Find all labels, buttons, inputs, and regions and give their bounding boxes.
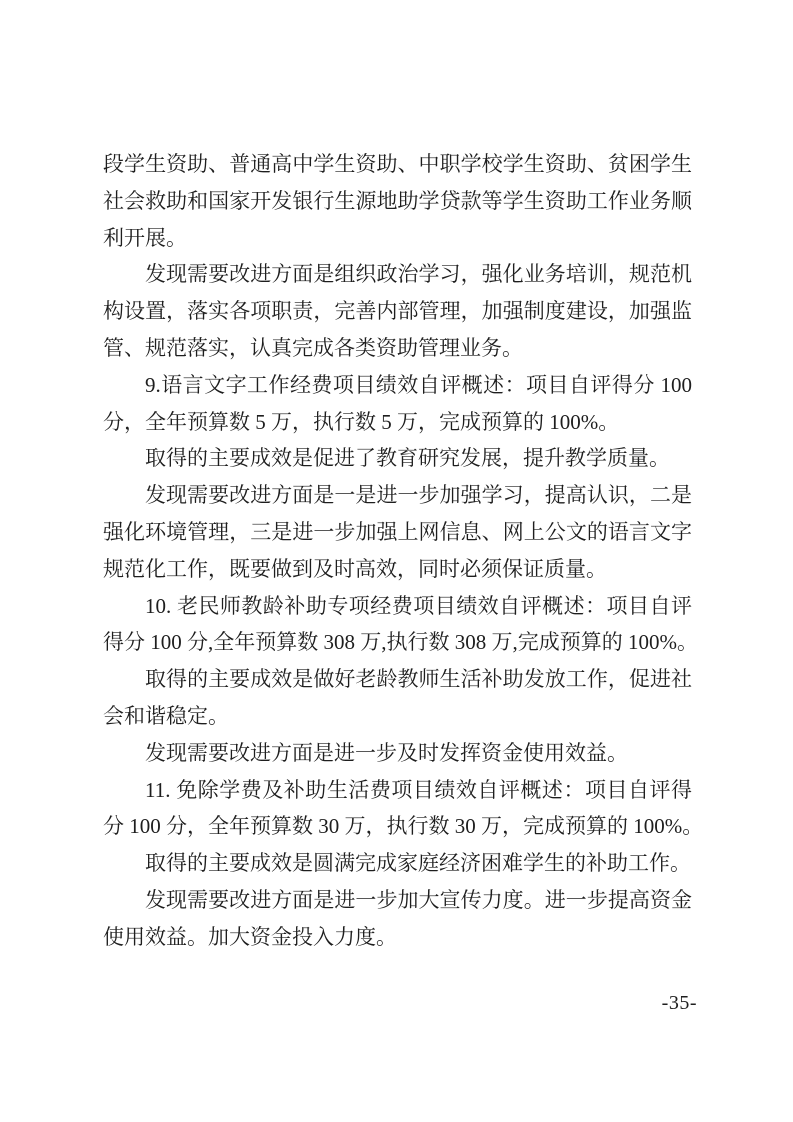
page-number: -35-	[661, 992, 697, 1014]
para-improvements-org	[103, 256, 692, 366]
para-item11-achievements	[103, 845, 692, 882]
text-line: 取得的主要成效是促进了教育研究发展，提升教学质量。	[145, 446, 670, 471]
text-line: 社会救助和国家开发银行生源地助学贷款等学生资助工作业务顺	[103, 188, 692, 213]
para-item9-improvements	[103, 477, 692, 587]
text-line: 10. 老民师教龄补助专项经费项目绩效自评概述：项目自评	[145, 593, 692, 618]
para-item11-summary	[103, 772, 704, 846]
para-item9-summary	[103, 367, 692, 441]
text-line: 发现需要改进方面是进一步加大宣传力度。进一步提高资金	[145, 887, 692, 912]
para-item10-summary	[103, 588, 698, 662]
text-line: 使用效益。加大资金投入力度。	[103, 924, 397, 949]
para-item10-improvements	[103, 735, 692, 772]
text-line: 会和谐稳定。	[103, 703, 229, 728]
text-line: 规范化工作，既要做到及时高效，同时必须保证质量。	[103, 556, 607, 581]
text-line: 发现需要改进方面是进一步及时发挥资金使用效益。	[145, 740, 628, 765]
text-line: 强化环境管理，三是进一步加强上网信息、网上公文的语言文字	[103, 519, 692, 544]
text-line: 利开展。	[103, 225, 187, 250]
text-line: 取得的主要成效是做好老龄教师生活补助发放工作，促进社	[145, 667, 692, 692]
para-item10-achievements	[103, 661, 692, 735]
text-line: 段学生资助、普通高中学生资助、中职学校学生资助、贫困学生	[103, 152, 692, 176]
text-line: 取得的主要成效是圆满完成家庭经济困难学生的补助工作。	[145, 851, 691, 876]
text-line: 发现需要改进方面是一是进一步加强学习，提高认识，二是	[145, 483, 692, 508]
text-line: 9.语言文字工作经费项目绩效自评概述：项目自评得分 100	[145, 372, 692, 397]
text-line: 得分 100 分,全年预算数 308 万,执行数 308 万,完成预算的 100%。	[103, 630, 698, 655]
text-line: 构设置，落实各项职责，完善内部管理，加强制度建设，加强监	[103, 299, 692, 324]
para-item9-achievements	[103, 440, 692, 477]
text-line: 分 100 分，全年预算数 30 万，执行数 30 万，完成预算的 100%。	[103, 814, 704, 839]
text-line: 11. 免除学费及补助生活费项目绩效自评概述：项目自评得	[145, 777, 692, 802]
para-item11-improvements	[103, 882, 692, 956]
para-student-aid-continuation	[103, 146, 692, 256]
text-line: 管、规范落实，认真完成各类资助管理业务。	[103, 335, 523, 360]
text-line: 分，全年预算数 5 万，执行数 5 万，完成预算的 100%。	[103, 409, 620, 434]
page-body	[103, 146, 704, 956]
text-line: 发现需要改进方面是组织政治学习，强化业务培训，规范机	[145, 262, 692, 287]
